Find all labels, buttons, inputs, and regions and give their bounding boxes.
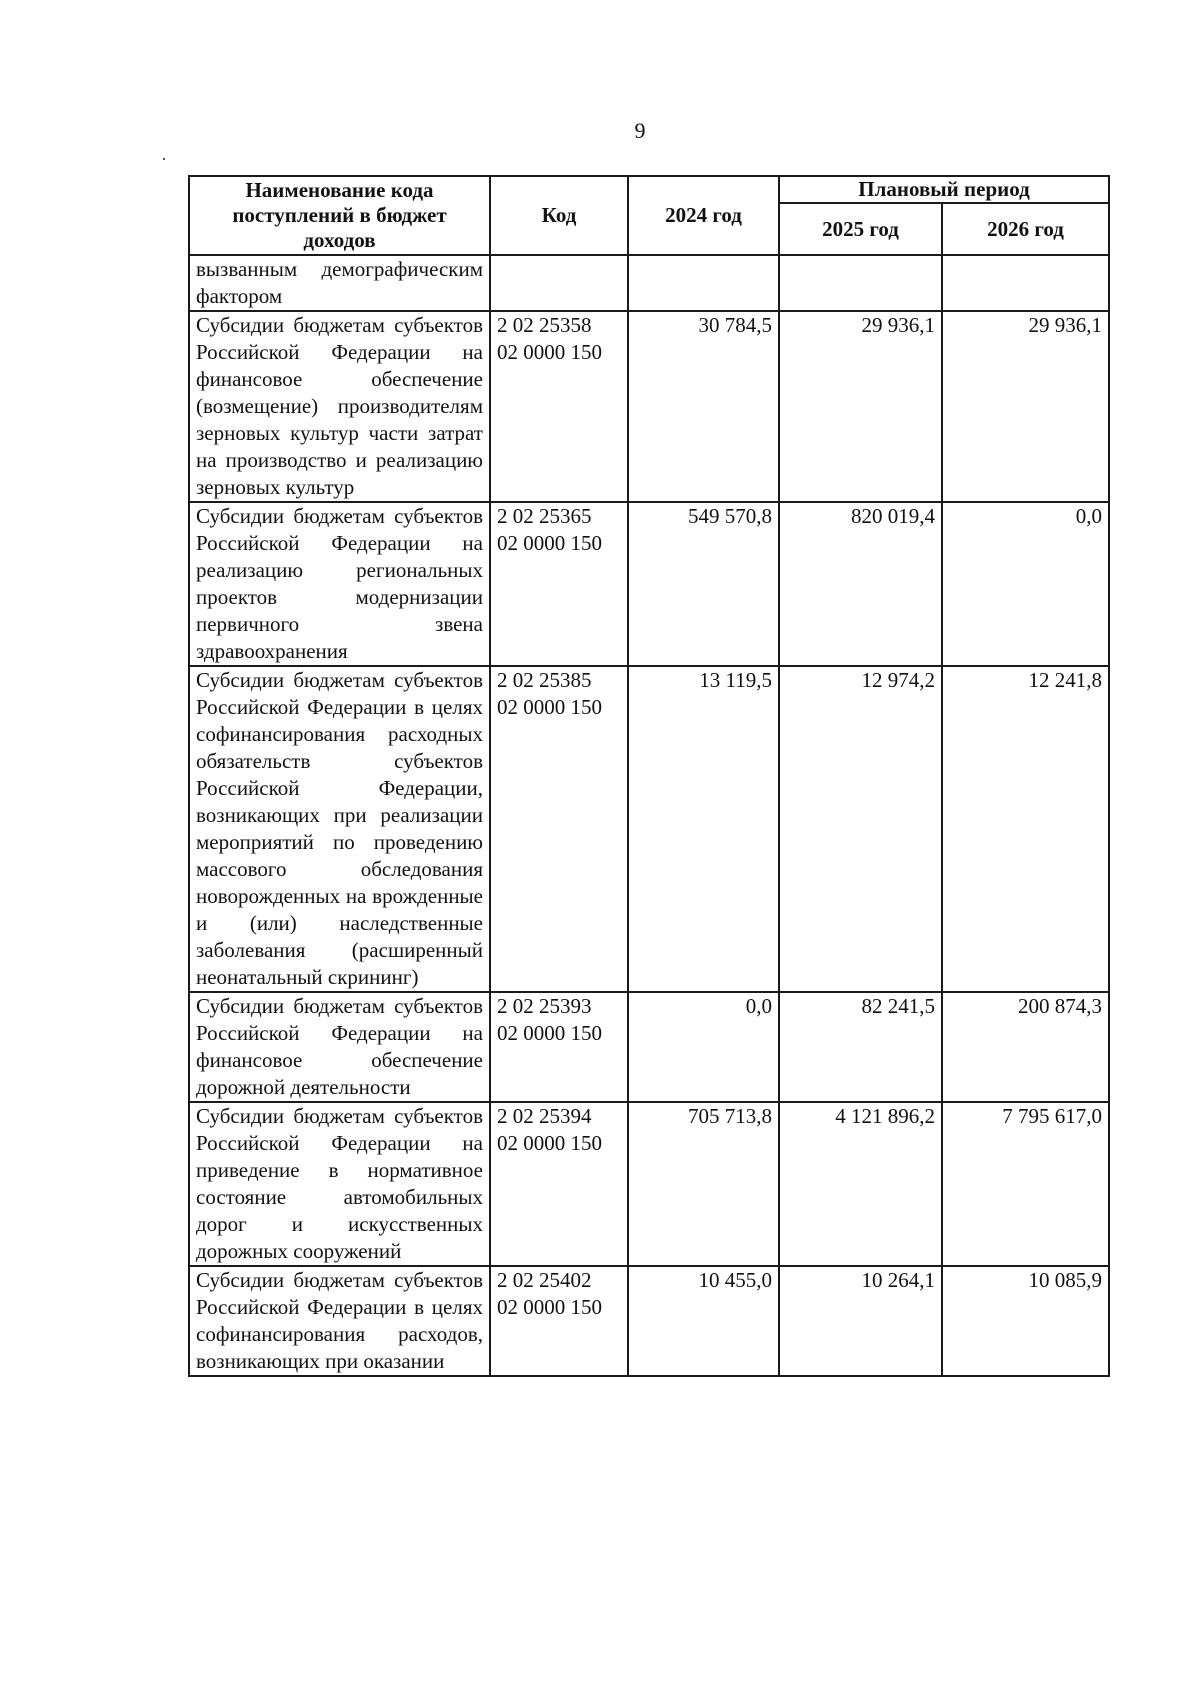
row-2024: 549 570,8	[628, 502, 779, 666]
row-name: Субсидии бюджетам субъектов Российской Федерации на реализацию региональных проектов модернизации первичного звена здравоохранения	[189, 502, 490, 666]
table-row	[189, 502, 1109, 666]
revenue-table	[188, 175, 1110, 1377]
row-code: 2 02 25394 02 0000 150	[490, 1102, 628, 1266]
row-name: Субсидии бюджетам субъектов Российской Федерации на финансовое обеспечение дорожной деятельности	[189, 992, 490, 1102]
row-2025: 820 019,4	[779, 502, 942, 666]
header-name: Наименование кода поступлений в бюджет доходов	[189, 176, 490, 255]
row-code	[490, 255, 628, 311]
row-2025: 12 974,2	[779, 666, 942, 992]
table-body	[189, 255, 1109, 1376]
row-2024: 10 455,0	[628, 1266, 779, 1376]
header-code: Код	[490, 176, 628, 255]
row-2024: 0,0	[628, 992, 779, 1102]
row-name: Субсидии бюджетам субъектов Российской Федерации на приведение в нормативное состояние автомобильных дорог и искусственных дорожных сооружений	[189, 1102, 490, 1266]
row-2026: 29 936,1	[942, 311, 1109, 502]
row-code: 2 02 25385 02 0000 150	[490, 666, 628, 992]
row-name: Субсидии бюджетам субъектов Российской Федерации на финансовое обеспечение (возмещение) производителям зерновых культур части затрат на производство и реализацию зерновых культур	[189, 311, 490, 502]
table-header	[189, 176, 1109, 255]
header-2024: 2024 год	[628, 176, 779, 255]
row-2026: 12 241,8	[942, 666, 1109, 992]
row-2024: 30 784,5	[628, 311, 779, 502]
table-row	[189, 666, 1109, 992]
row-2025: 10 264,1	[779, 1266, 942, 1376]
table-row	[189, 1102, 1109, 1266]
row-2026: 0,0	[942, 502, 1109, 666]
row-code: 2 02 25393 02 0000 150	[490, 992, 628, 1102]
row-2025: 82 241,5	[779, 992, 942, 1102]
row-2026: 10 085,9	[942, 1266, 1109, 1376]
header-2026: 2026 год	[942, 203, 1109, 255]
row-name: Субсидии бюджетам субъектов Российской Федерации в целях софинансирования расходных обязательств субъектов Российской Федерации, возникающих при реализации мероприятий по проведению массового обследования новорожденных на врожденные и (или) наследственные заболевания (расширенный неонатальный скрининг)	[189, 666, 490, 992]
table-row	[189, 255, 1109, 311]
row-2026	[942, 255, 1109, 311]
row-2024: 13 119,5	[628, 666, 779, 992]
row-name: вызванным демографическим фактором	[189, 255, 490, 311]
scan-dot	[163, 158, 165, 160]
header-2025: 2025 год	[779, 203, 942, 255]
row-code: 2 02 25358 02 0000 150	[490, 311, 628, 502]
row-2026: 7 795 617,0	[942, 1102, 1109, 1266]
row-2025	[779, 255, 942, 311]
row-2024: 705 713,8	[628, 1102, 779, 1266]
row-code: 2 02 25402 02 0000 150	[490, 1266, 628, 1376]
row-2025: 4 121 896,2	[779, 1102, 942, 1266]
table-row	[189, 311, 1109, 502]
row-2026: 200 874,3	[942, 992, 1109, 1102]
row-name: Субсидии бюджетам субъектов Российской Федерации в целях софинансирования расходов, возникающих при оказании	[189, 1266, 490, 1376]
row-2025: 29 936,1	[779, 311, 942, 502]
page-number: 9	[634, 118, 646, 143]
header-planned-period: Плановый период	[779, 176, 1109, 203]
row-code: 2 02 25365 02 0000 150	[490, 502, 628, 666]
table-row	[189, 992, 1109, 1102]
row-2024	[628, 255, 779, 311]
table-row	[189, 1266, 1109, 1376]
